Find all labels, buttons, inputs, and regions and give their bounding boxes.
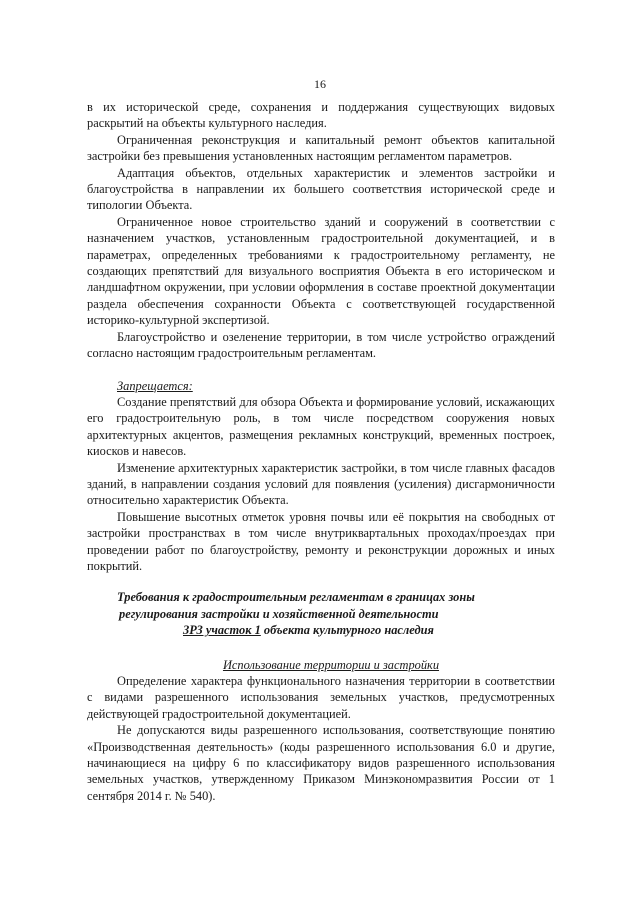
paragraph-facade-changes: Изменение архитектурных характеристик застройки, в том числе главных фасадов зданий, в направлении создания условий для появления (усиления) дисгармоничности относительно характеристик Объекта. <box>87 460 555 508</box>
paragraph-production-ban: Не допускаются виды разрешенного использования, соответствующие понятию «Производственная деятельность» (коды разрешенного использования 6.0 и другие, начинающиеся на цифру 6 по классификатору видов разрешенного использования земельных участков, утвержденному Приказом Минэкономразвития России от 1 сентября 2014 г. № 540). <box>87 723 555 803</box>
paragraph-functional-purpose: Определение характера функционального назначения территории в соответствии с видами разрешенного использования земельных участков, предусмотренных действующей градостроительной документацией. <box>87 674 555 721</box>
usage-heading: Использование территории и застройки <box>222 657 440 672</box>
section-heading-line-1: Требования к градостроительным регламентам в границах зоны <box>117 590 475 605</box>
section-heading <box>117 589 555 638</box>
paragraph-continuation: в их исторической среде, сохранения и поддержания существующих видовых раскрытий на объекты культурного наследия. <box>87 100 555 131</box>
page-number: 16 <box>314 77 326 91</box>
paragraph-landscaping: Благоустройство и озеленение территории, в том числе устройство ограждений согласно настоящим градостроительным регламентам. <box>87 329 555 361</box>
paragraph-limited-reconstruction: Ограниченная реконструкция и капитальный ремонт объектов капитальной застройки без превышения установленных настоящим регламентом параметров. <box>87 132 555 164</box>
paragraph-adaptation: Адаптация объектов, отдельных характеристик и элементов застройки и благоустройства в направлении их большего соответствия исторической среде и типологии Объекта. <box>87 165 555 213</box>
paragraph-ground-level: Повышение высотных отметок уровня почвы или её покрытия на свободных от застройки пространствах в том числе внутриквартальных проходах/проездах при проведении работ по благоустройству, ремонту и реконструкции дорожных и иных покрытий. <box>87 509 555 573</box>
paragraph-view-obstruction: Создание препятствий для обзора Объекта и формирование условий, искажающих его градостроительную роль, в том числе посредством сооружения новых архитектурных акцентов, размещения рекламных конструкций, временных построек, киосков и навесов. <box>87 394 555 459</box>
paragraph-new-construction: Ограниченное новое строительство зданий и сооружений в соответствии с назначением участков, установленным градостроительной документацией, и в параметрах, определенных требованиями к градостроительному регламенту, не создающих препятствий для визуального восприятия Объекта в его историческом и ландшафтном окружении, при условии оформления в составе проектной документации раздела обеспечения сохранности Объекта с соответствующей государственной историко-культурной экспертизой. <box>87 214 555 328</box>
section-heading-line-3 <box>117 622 555 638</box>
zone-label: ЗРЗ участок 1 <box>183 623 261 638</box>
section-heading-line-3-rest: объекта культурного наследия <box>260 623 434 638</box>
section-heading-line-2: регулирования застройки и хозяйственной деятельности <box>119 606 439 621</box>
document-body <box>87 99 555 804</box>
prohibited-heading: Запрещается: <box>117 378 193 393</box>
